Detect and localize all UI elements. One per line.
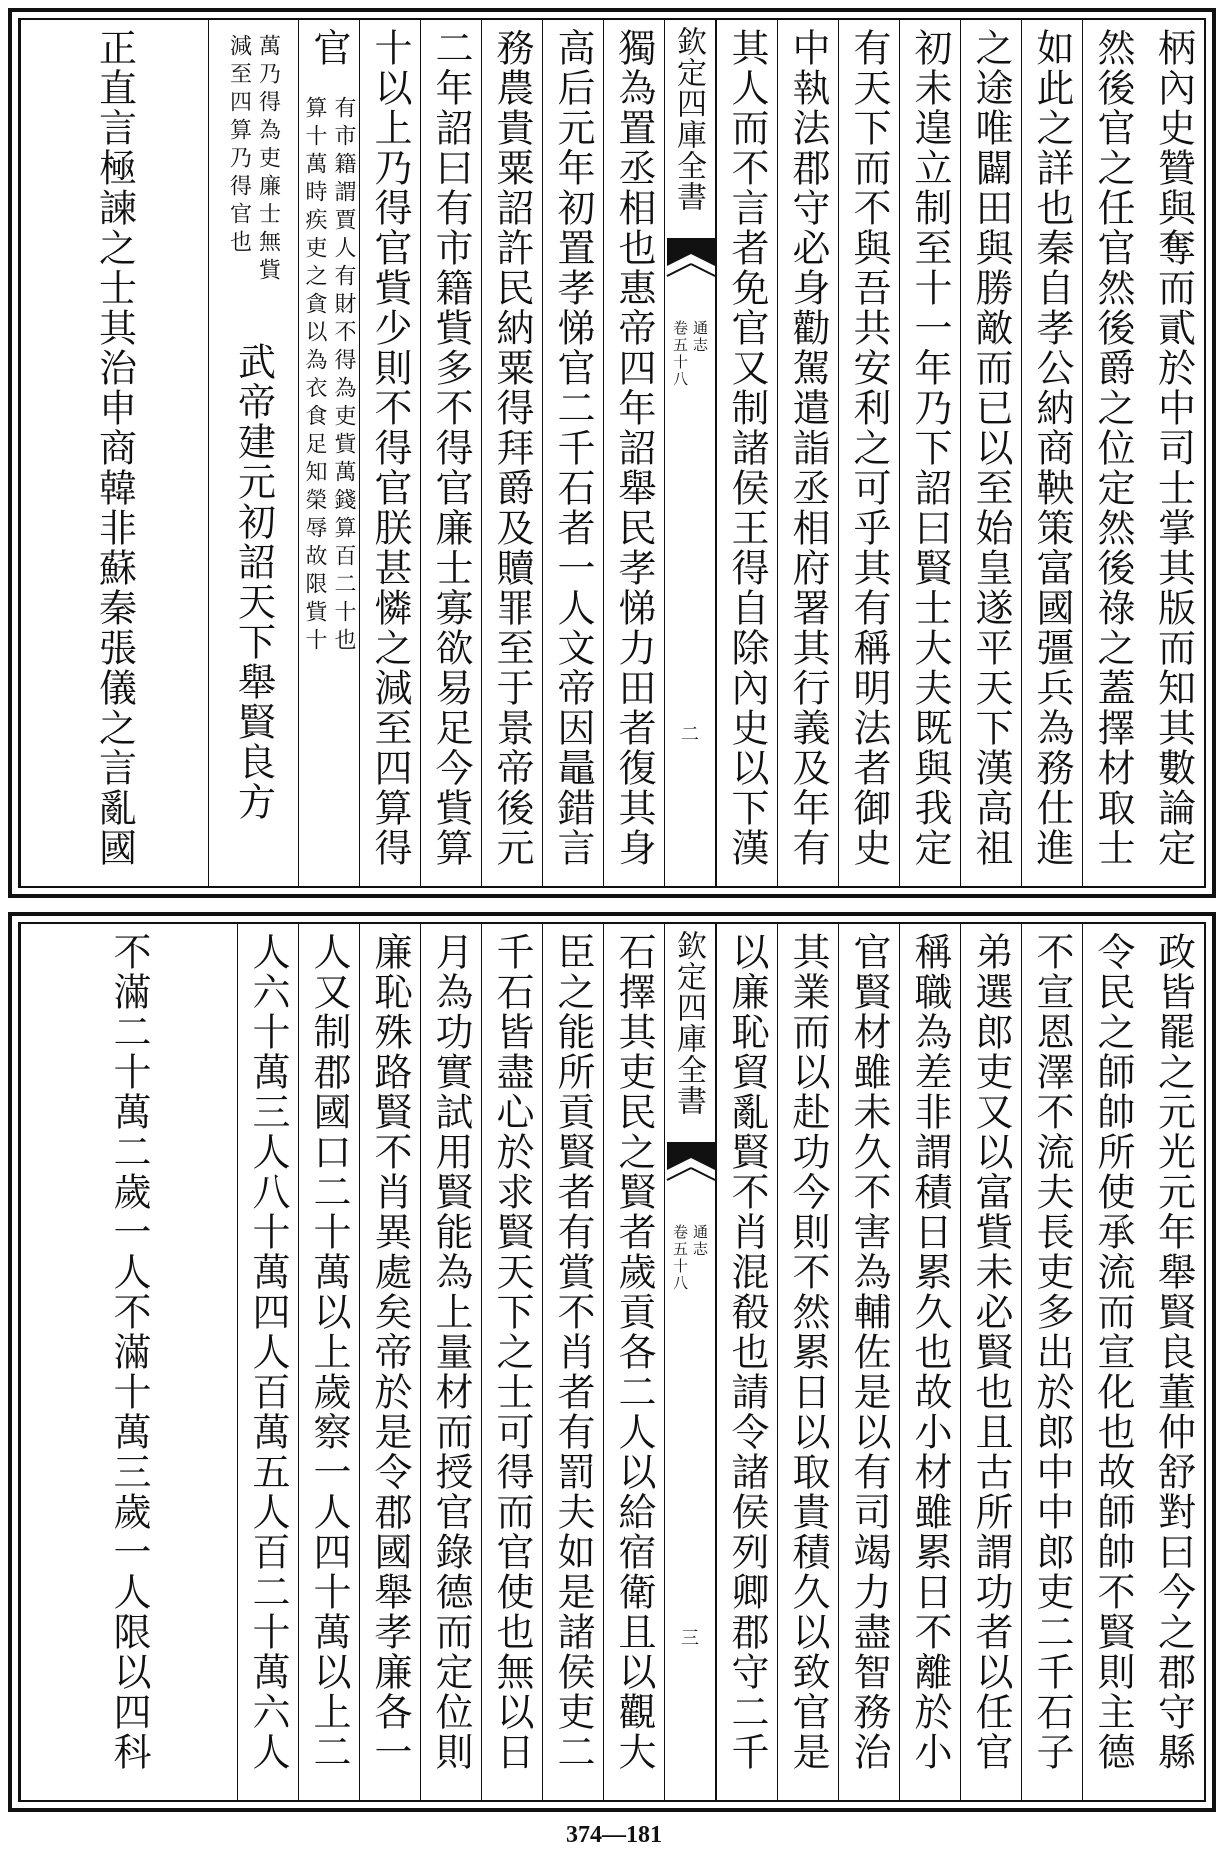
page-top-frame	[18, 18, 1206, 888]
text-column	[359, 924, 420, 1800]
text-column	[960, 924, 1021, 1800]
column-text: 十以上乃得官貲少則不得官朕甚憐之減至四算得	[368, 28, 412, 868]
text-column	[960, 20, 1021, 886]
volume-label: 卷五十八	[671, 320, 689, 388]
text-column	[716, 20, 777, 886]
column-text: 石擇其吏民之賢者歲貢各二人以給宿衛且以觀大	[612, 932, 656, 1772]
text-column	[777, 20, 838, 886]
text-column	[542, 924, 603, 1800]
column-text: 其人而不言者免官又制諸侯王得自除內史以下漢	[725, 28, 769, 868]
book-title: 欽定四庫全書	[671, 26, 706, 212]
column-text: 廉恥殊路賢不肖異處矣帝於是令郡國舉孝廉各一	[368, 932, 412, 1772]
annotation-column	[298, 20, 359, 886]
column-text: 如此之詳也秦自孝公納商鞅策富國彊兵為務仕進	[1030, 28, 1074, 868]
text-column	[420, 924, 481, 1800]
chapter-label: 通志	[691, 320, 709, 354]
column-text: 有天下而不與吾共安利之可乎其有稱明法者御史	[847, 28, 891, 868]
text-column	[899, 924, 960, 1800]
page-top	[8, 8, 1216, 898]
column-text: 月為功實試用賢能為上量材而授官錄德而定位則	[429, 932, 473, 1772]
column-text: 以廉恥貿亂賢不肖混殽也請令諸侯列卿郡守二千	[725, 932, 769, 1772]
page-bottom	[8, 912, 1216, 1812]
text-column	[899, 20, 960, 886]
text-column	[838, 924, 899, 1800]
column-text: 然後官之任官然後爵之位定然後祿之蓋擇材取士	[1091, 28, 1135, 868]
column-text: 臣之能所貢賢者有賞不肖者有罰夫如是諸侯吏二	[551, 932, 595, 1772]
column-text: 初未遑立制至十一年乃下詔曰賢士大夫既與我定	[908, 28, 952, 868]
column-text: 中執法郡守必身勸駕遣詣丞相府署其行義及年有	[786, 28, 830, 868]
commentary-text: 算十萬時疾吏之貪以為衣食足知榮辱故限貲十	[302, 96, 327, 656]
text-column	[603, 924, 664, 1800]
column-text: 令民之師帥所使承流而宣化也故師帥不賢則主德	[1091, 932, 1135, 1772]
text-column	[237, 924, 298, 1800]
column-text: 千石皆盡心於求賢天下之士可得而官使也無以日	[490, 932, 534, 1772]
page-number: 二	[681, 724, 699, 745]
text-column	[20, 20, 208, 886]
text-column	[1021, 20, 1082, 886]
text-column	[1143, 20, 1204, 886]
page-number: 三	[681, 1628, 699, 1649]
column-text: 正直言極諫之士其治申商韓非蘇秦張儀之言亂國	[92, 28, 137, 868]
column-text: 稱職為差非謂積日累久也故小材雖累日不離於小	[908, 932, 952, 1772]
text-column	[20, 924, 237, 1800]
column-text: 柄內史贊與奪而貳於中司士掌其版而知其數論定	[1151, 28, 1196, 868]
chapter-label: 通志	[691, 1224, 709, 1258]
text-column	[1021, 924, 1082, 1800]
footer-page-reference: 374—181	[566, 1822, 662, 1848]
column-text: 二年詔曰有市籍貲多不得官廉士寡欲易足今貲算	[429, 28, 473, 868]
center-gutter	[664, 20, 716, 886]
volume-label: 卷五十八	[671, 1224, 689, 1292]
annotation-column	[208, 20, 298, 886]
center-gutter	[664, 924, 716, 1800]
text-column	[298, 924, 359, 1800]
column-text: 人又制郡國口二十萬以上歲察一人四十萬以上二	[307, 932, 351, 1772]
text-column	[359, 20, 420, 886]
annotation-pair	[300, 20, 358, 886]
book-title: 欽定四庫全書	[671, 930, 706, 1116]
commentary-text: 萬乃得為吏廉士無貲	[255, 34, 281, 286]
column-text: 官	[307, 28, 351, 68]
column-text: 之途唯闢田與勝敵而已以至始皇遂平天下漢高祖	[969, 28, 1013, 868]
column-text: 不宣恩澤不流夫長吏多出於郎中中郎吏二千石子	[1030, 932, 1074, 1772]
fish-tail-mark-icon	[665, 236, 717, 296]
text-column	[481, 20, 542, 886]
text-column	[542, 20, 603, 886]
commentary-text: 減至四算乃得官也	[226, 34, 252, 258]
text-column	[1082, 924, 1143, 1800]
column-text: 高后元年初置孝悌官二千石者一人文帝因鼂錯言	[551, 28, 595, 868]
commentary-text: 有市籍謂賈人有財不得為吏貲萬錢算百二十也	[331, 96, 356, 656]
text-column	[603, 20, 664, 886]
text-column	[420, 20, 481, 886]
column-text: 務農貴粟詔許民納粟得拜爵及贖罪至于景帝後元	[490, 28, 534, 868]
column-text: 獨為置丞相也惠帝四年詔舉民孝悌力田者復其身	[612, 28, 656, 868]
column-text: 不滿二十萬二歲一人不滿十萬三歲一人限以四科	[107, 932, 151, 1772]
fish-tail-mark-icon	[665, 1140, 717, 1200]
column-text: 武帝建元初詔天下舉賢良方	[231, 342, 276, 822]
page-bottom-frame	[18, 922, 1206, 1802]
column-text: 政皆罷之元光元年舉賢良董仲舒對曰今之郡守縣	[1151, 932, 1196, 1772]
text-column	[838, 20, 899, 886]
text-column	[481, 924, 542, 1800]
column-text: 弟選郎吏又以富貲未必賢也且古所謂功者以任官	[969, 932, 1013, 1772]
text-column	[1143, 924, 1204, 1800]
column-text: 人六十萬三人八十萬四人百萬五人百二十萬六人	[246, 932, 290, 1772]
text-column	[777, 924, 838, 1800]
text-column	[716, 924, 777, 1800]
column-text: 其業而以赴功今則不然累日以取貴積久以致官是	[786, 932, 830, 1772]
column-text: 官賢材雖未久不害為輔佐是以有司竭力盡智務治	[847, 932, 891, 1772]
text-column	[1082, 20, 1143, 886]
